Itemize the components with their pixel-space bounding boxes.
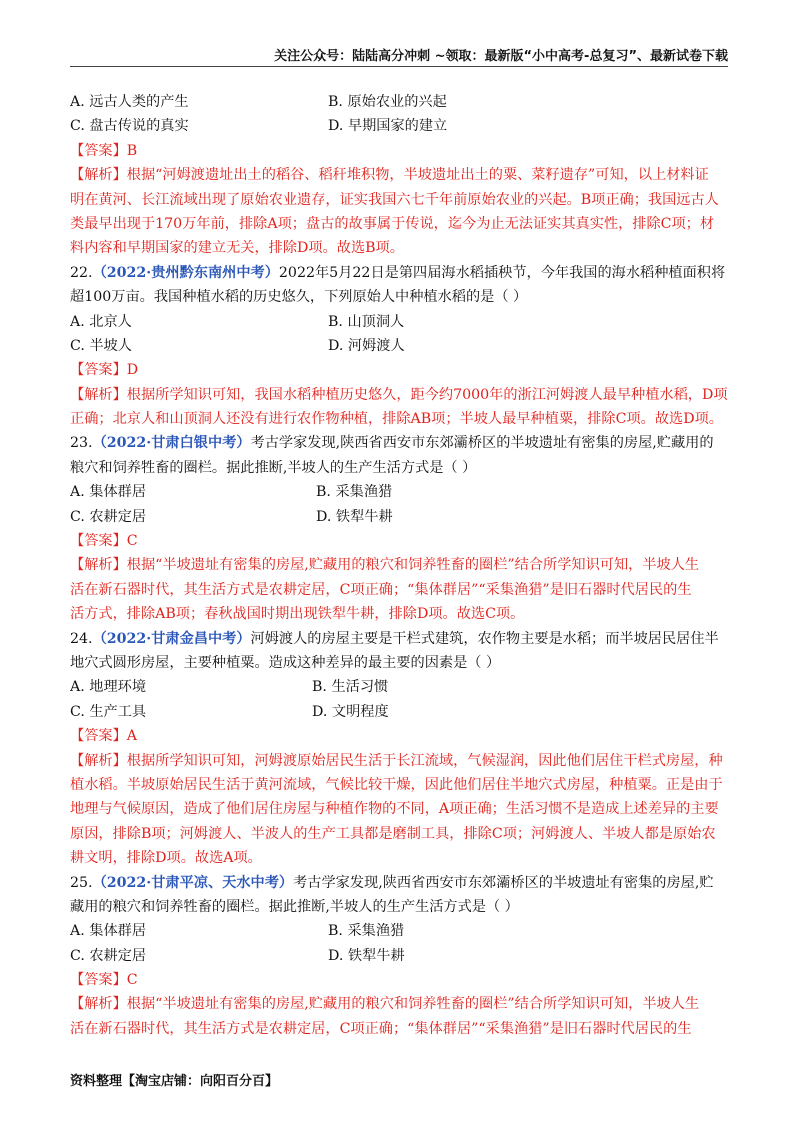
option-a: A. 集体群居 [70, 923, 147, 940]
option-row [70, 114, 728, 138]
option-row [70, 334, 728, 358]
question-22 [70, 261, 728, 432]
analysis-line: 明在黄河、长江流域出现了原始农业遗存，证实我国六七千年前原始农业的兴起。B项正确；我国远古人 [70, 191, 719, 208]
question-stem [70, 431, 728, 455]
question-stem [70, 261, 728, 285]
stem-text: 考古学家发现,陕西省西安市东郊灞桥区的半坡遗址有密集的房屋,贮 [293, 874, 714, 891]
option-row [70, 675, 728, 699]
stem-text: 河姆渡人的房屋主要是干栏式建筑，农作物主要是水稻；而半坡居民居住半 [250, 630, 719, 647]
stem-text: 考古学家发现,陕西省西安市东郊灞桥区的半坡遗址有密集的房屋,贮藏用的 [250, 435, 714, 452]
option-b: B. 采集渔猎 [316, 484, 393, 501]
option-c: C. 农耕定居 [70, 508, 147, 525]
option-a: A. 北京人 [70, 313, 132, 330]
option-c: C. 农耕定居 [70, 947, 147, 964]
question-21 [70, 90, 728, 261]
option-row [70, 919, 728, 943]
analysis-line: 【解析】根据所学知识可知，我国水稻种植历史悠久，距今约7000年的浙江河姆渡人最早种植水稻，D项 [70, 386, 728, 403]
option-c: C. 盘古传说的真实 [70, 118, 189, 135]
option-row [70, 310, 728, 334]
option-d: D. 铁犁牛耕 [328, 947, 405, 964]
question-number: 24. [70, 630, 93, 647]
answer-line: 【答案】D [70, 362, 139, 379]
option-c: C. 半坡人 [70, 337, 132, 354]
option-b: B. 采集渔猎 [328, 923, 405, 940]
header-text: 关注公众号：陆陆高分冲刺 ~领取：最新版“小中高考-总复习”、最新试卷下载 [274, 49, 728, 64]
question-25 [70, 871, 728, 1042]
analysis-line: 耕文明，排除D项。故选A项。 [70, 850, 262, 867]
stem-text: 粮穴和饲养牲畜的圈栏。据此推断,半坡人的生产生活方式是（ ） [70, 459, 477, 476]
option-d: D. 铁犁牛耕 [316, 508, 393, 525]
analysis-line: 料内容和早期国家的建立无关，排除D项。故选B项。 [70, 240, 404, 257]
question-source: （2022·甘肃白银中考） [92, 435, 251, 452]
question-number: 22. [70, 264, 93, 281]
answer-line: 【答案】B [70, 142, 138, 159]
option-a: A. 远古人类的产生 [70, 94, 189, 110]
question-23 [70, 431, 728, 626]
stem-text: 超100万亩。我国种植水稻的历史悠久，下列原始人中种植水稻的是（ ） [70, 289, 528, 306]
answer-line: 【答案】C [70, 972, 138, 989]
page-footer: 资料整理【淘宝店铺：向阳百分百】 [70, 1074, 279, 1089]
option-d: D. 早期国家的建立 [328, 118, 448, 135]
analysis-line: 原因，排除B项；河姆渡人、半波人的生产工具都是磨制工具，排除C项；河姆渡人、半坡人都是原始农 [70, 825, 716, 842]
stem-text: 2022年5月22日是第四届海水稻插秧节，今年我国的海水稻种植面积将 [278, 264, 726, 281]
analysis-line: 【解析】根据“半坡遗址有密集的房屋,贮藏用的粮穴和饲养牲畜的圈栏”结合所学知识可知，半坡人生 [70, 996, 700, 1013]
question-24 [70, 627, 728, 871]
question-number: 25. [70, 874, 93, 891]
option-b: B. 山顶洞人 [328, 313, 405, 330]
analysis-line: 类最早出现于170万年前，排除A项；盘古的故事属于传说，迄今为止无法证实其真实性，排除C项；材 [70, 215, 715, 232]
option-b: B. 生活习惯 [312, 679, 389, 696]
analysis-line: 正确；北京人和山顶洞人还没有进行农作物种植，排除AB项；半坡人最早种植粟，排除C项。故选D项。 [70, 411, 723, 428]
stem-text: 地穴式圆形房屋，主要种植粟。造成这种差异的最主要的因素是（ ） [70, 654, 501, 671]
question-source: （2022·甘肃金昌中考） [92, 630, 251, 647]
option-row [70, 505, 728, 529]
analysis-line: 活在新石器时代，其生活方式是农耕定居，C项正确；“集体群居”“采集渔猎”是旧石器时代居民的生 [70, 581, 692, 598]
analysis-line: 【解析】根据“河姆渡遗址出土的稻谷、稻秆堆积物，半坡遗址出土的粟、菜籽遗存”可知，以上材料证 [70, 167, 709, 184]
question-source: （2022·贵州黔东南州中考） [92, 264, 279, 281]
option-b: B. 原始农业的兴起 [328, 94, 447, 110]
option-a: A. 地理环境 [70, 679, 147, 696]
option-d: D. 河姆渡人 [328, 337, 405, 354]
analysis-line: 活在新石器时代，其生活方式是农耕定居，C项正确；“集体群居”“采集渔猎”是旧石器时代居民的生 [70, 1020, 692, 1037]
answer-line: 【答案】C [70, 533, 138, 550]
option-row [70, 700, 728, 724]
question-content [70, 90, 728, 1041]
option-d: D. 文明程度 [312, 703, 389, 720]
option-row [70, 90, 728, 114]
stem-text: 藏用的粮穴和饲养牲畜的圈栏。据此推断,半坡人的生产生活方式是（ ） [70, 898, 519, 915]
question-stem [70, 871, 728, 895]
option-row [70, 944, 728, 968]
analysis-line: 【解析】根据“半坡遗址有密集的房屋,贮藏用的粮穴和饲养牲畜的圈栏”结合所学知识可知，半坡人生 [70, 557, 700, 574]
page-header [70, 42, 728, 67]
option-c: C. 生产工具 [70, 703, 147, 720]
question-number: 23. [70, 435, 93, 452]
question-source: （2022·甘肃平凉、天水中考） [92, 874, 294, 891]
answer-line: 【答案】A [70, 728, 137, 745]
option-row [70, 480, 728, 504]
analysis-line: 植水稻。半坡原始居民生活于黄河流域，气候比较干燥，因此他们居住半地穴式房屋，种植粟。正是由于 [70, 776, 723, 793]
analysis-line: 【解析】根据所学知识可知，河姆渡原始居民生活于长江流域，气候湿润，因此他们居住干栏式房屋，种 [70, 752, 723, 769]
analysis-line: 地理与气候原因，造成了他们居住房屋与种植作物的不同，A项正确；生活习惯不是造成上述差异的主要 [70, 801, 719, 818]
option-a: A. 集体群居 [70, 484, 147, 501]
question-stem [70, 627, 728, 651]
analysis-line: 活方式，排除AB项；春秋战国时期出现铁犁牛耕，排除D项。故选C项。 [70, 606, 525, 623]
